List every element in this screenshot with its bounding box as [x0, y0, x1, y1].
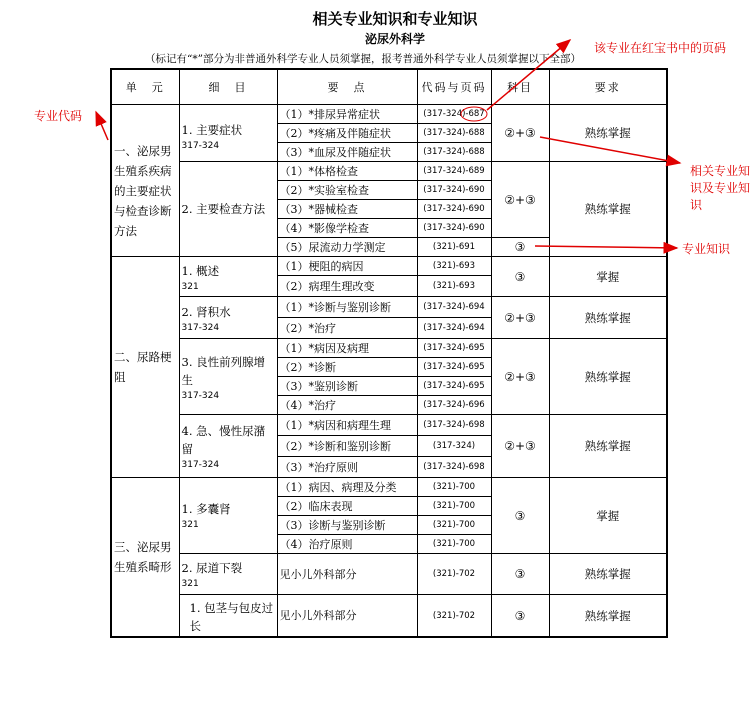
point-cell: （2）*治疗 [277, 318, 417, 339]
detail-name: 2. 尿道下裂 [181, 561, 243, 575]
code-cell: (321)-702 [417, 595, 491, 638]
detail-name: 2. 主要检查方法 [181, 202, 266, 216]
require-cell: 熟练掌握 [549, 339, 667, 415]
unit-name: 一、泌尿男生殖系疾病的主要症状与检查诊断方法 [114, 143, 172, 238]
point-cell: （1）*体格检查 [277, 162, 417, 181]
code-cell: (317-324)-698 [417, 457, 491, 478]
point-cell: （3）诊断与鉴别诊断 [277, 516, 417, 535]
point-cell: （2）*诊断和鉴别诊断 [277, 436, 417, 457]
code-cell: (317-324)-690 [417, 200, 491, 219]
header-code: 代码与页码 [417, 69, 491, 105]
code-cell: (321)-691 [417, 238, 491, 257]
point-cell: （3）*器械检查 [277, 200, 417, 219]
arrow-professional-knowledge [535, 246, 677, 248]
subject-cell: ③ [491, 238, 549, 257]
detail-name: 1. 多囊肾 [181, 501, 231, 516]
detail-code: 317-324 [181, 460, 220, 470]
annotation-major-code: 专业代码 [34, 109, 83, 123]
point-cell: （4）治疗原则 [277, 535, 417, 554]
code-cell: (317-324)-687 [417, 105, 491, 124]
detail-code: 321 [181, 579, 199, 589]
note-text: （标记有“*”部分为非普通外科学专业人员须掌握，报考普通外科学专业人员须掌握以下全部） [145, 53, 581, 65]
subject-cell: ②+③ [491, 105, 549, 162]
point-cell: （1）*病因和病理生理 [277, 415, 417, 436]
arrow-page-code [487, 40, 570, 110]
subject-cell: ②+③ [491, 162, 549, 238]
subject-cell: ③ [491, 554, 549, 595]
header-require: 要求 [549, 69, 667, 105]
detail-name: 3. 良性前列腺增生 [181, 354, 266, 387]
point-cell: （1）病因、病理及分类 [277, 478, 417, 497]
point-cell: （2）*实验室检查 [277, 181, 417, 200]
point-cell: 见小儿外科部分 [277, 595, 417, 638]
header-point: 要 点 [277, 69, 417, 105]
code-cell: (321)-700 [417, 478, 491, 497]
detail-name: 4. 急、慢性尿潴留 [181, 424, 266, 456]
detail-name: 2. 肾积水 [181, 304, 231, 319]
detail-code: 317-324 [181, 390, 220, 401]
code-cell: (321)-693 [417, 276, 491, 297]
document-title: 相关专业知识和专业知识 [312, 10, 478, 28]
subject-cell: ②+③ [491, 339, 549, 415]
subject-cell: ③ [491, 478, 549, 554]
header-subject: 科目 [491, 69, 549, 105]
point-cell: （3）*血尿及伴随症状 [277, 143, 417, 162]
code-cell: (317-324)-695 [417, 358, 491, 377]
code-cell: (317-324)-694 [417, 297, 491, 318]
code-cell: (321)-693 [417, 257, 491, 276]
require-cell: 熟练掌握 [549, 554, 667, 595]
header-unit: 单 元 [111, 69, 179, 105]
require-cell: 掌握 [549, 257, 667, 297]
point-cell: （3）*治疗原则 [277, 457, 417, 478]
point-cell: （2）病理生理改变 [277, 276, 417, 297]
annotation-professional-knowledge: 专业知识 [682, 242, 731, 256]
code-cell: (317-324)-694 [417, 318, 491, 339]
point-cell: （1）梗阻的病因 [277, 257, 417, 276]
subject-cell: ③ [491, 595, 549, 638]
subject-cell: ③ [491, 257, 549, 297]
point-cell: （3）*鉴别诊断 [277, 377, 417, 396]
detail-code: 317-324 [181, 141, 220, 151]
detail-code: 317-324 [181, 322, 220, 333]
code-cell: (317-324)-689 [417, 162, 491, 181]
code-cell: (321)-702 [417, 554, 491, 595]
point-cell: （2）临床表现 [277, 497, 417, 516]
code-cell: (317-324)-698 [417, 415, 491, 436]
unit-name: 三、泌尿男生殖系畸形 [114, 540, 172, 574]
header-detail: 细 目 [179, 69, 277, 105]
code-cell: (317-324)-690 [417, 219, 491, 238]
detail-name: 1. 概述 [181, 263, 220, 278]
point-cell: 见小儿外科部分 [277, 554, 417, 595]
require-cell: 熟练掌握 [549, 297, 667, 339]
document-subtitle: 泌尿外科学 [364, 32, 425, 46]
arrow-related-knowledge [540, 137, 680, 163]
code-cell: (317-324)-688 [417, 143, 491, 162]
code-cell: (317-324)-690 [417, 181, 491, 200]
require-cell: 熟练掌握 [549, 105, 667, 162]
point-cell: （1）*病因及病理 [277, 339, 417, 358]
subject-cell: ②+③ [491, 297, 549, 339]
page-code-circle [461, 107, 487, 121]
require-cell: 熟练掌握 [549, 162, 667, 257]
annotation-page-code: 该专业在红宝书中的页码 [594, 41, 727, 55]
detail-code: 321 [181, 519, 199, 530]
point-cell: （4）*治疗 [277, 396, 417, 415]
code-cell: (317-324)-695 [417, 339, 491, 358]
require-cell: 熟练掌握 [549, 595, 667, 638]
point-cell: （4）*影像学检查 [277, 219, 417, 238]
code-cell: (321)-700 [417, 516, 491, 535]
point-cell: （1）*排尿异常症状 [277, 105, 417, 124]
code-cell: (317-324)-696 [417, 396, 491, 415]
code-cell: (317-324)-688 [417, 124, 491, 143]
detail-name: 1. 包茎与包皮过长 [189, 601, 274, 633]
detail-code: 321 [181, 281, 199, 292]
unit-name: 二、尿路梗阻 [114, 350, 172, 384]
point-cell: （5）尿流动力学测定 [277, 238, 417, 257]
point-cell: （1）*诊断与鉴别诊断 [277, 297, 417, 318]
point-cell: （2）*疼痛及伴随症状 [277, 124, 417, 143]
code-cell: (317-324) [417, 436, 491, 457]
code-cell: (317-324)-695 [417, 377, 491, 396]
code-cell: (321)-700 [417, 535, 491, 554]
arrow-major-code [96, 112, 108, 140]
subject-cell: ②+③ [491, 415, 549, 478]
code-cell: (321)-700 [417, 497, 491, 516]
detail-name: 1. 主要症状 [181, 123, 243, 137]
require-cell: 掌握 [549, 478, 667, 554]
require-cell: 熟练掌握 [549, 415, 667, 478]
annotation-related-knowledge: 相关专业知识及专业知识 [690, 164, 751, 212]
point-cell: （2）*诊断 [277, 358, 417, 377]
